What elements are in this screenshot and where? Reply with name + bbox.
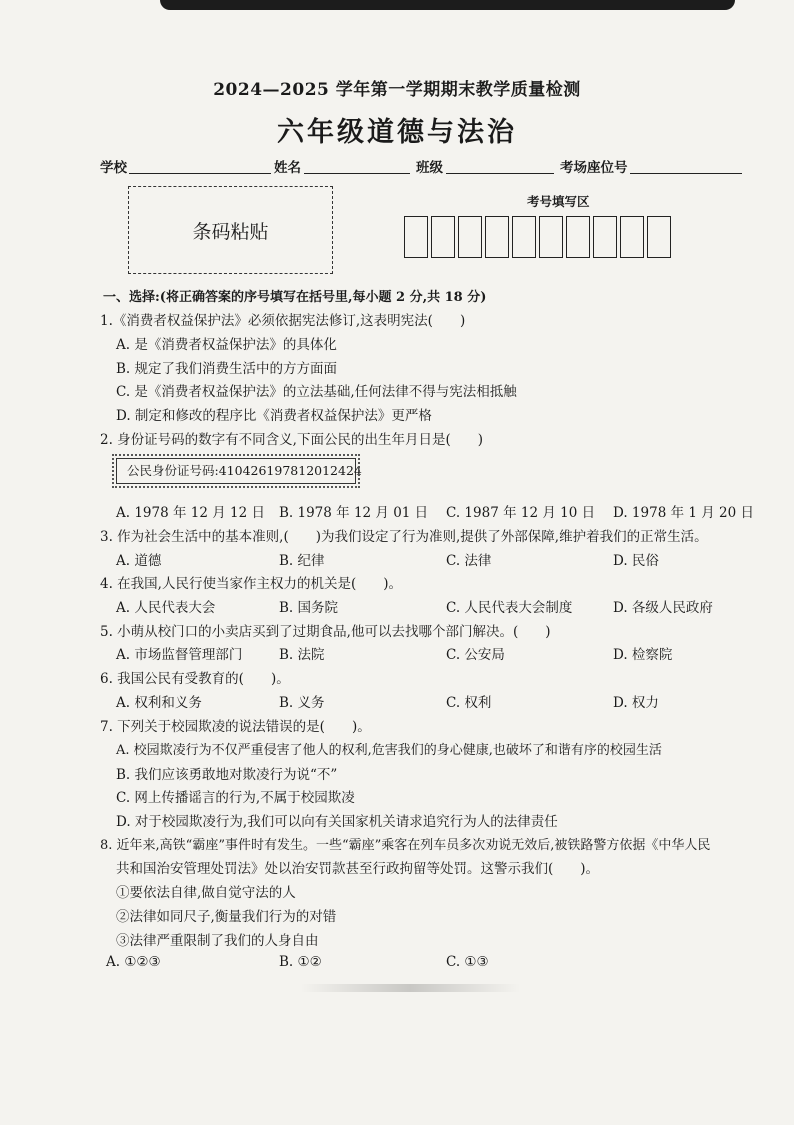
name-blank[interactable]: [304, 173, 410, 174]
exam-number-cell[interactable]: [620, 216, 644, 258]
q6-option-a: A. 权利和义务: [116, 695, 202, 711]
barcode-label: 条码粘贴: [192, 220, 269, 243]
id-card-number: 公民身份证号码:410426197812012424: [116, 458, 356, 484]
q1-option-b: B. 规定了我们消费生活中的方方面面: [116, 361, 338, 377]
question-3: 3. 作为社会生活中的基本准则,( )为我们设定了行为准则,提供了外部保障,维护着我们的正常生活。: [100, 529, 708, 545]
question-1: 1.《消费者权益保护法》必须依据宪法修订,这表明宪法( ): [100, 313, 466, 329]
q2-option-a: A. 1978 年 12 月 12 日: [116, 505, 266, 521]
q4-option-a: A. 人民代表大会: [116, 600, 216, 616]
q8-statement-1: ①要依法自律,做自觉守法的人: [116, 885, 296, 901]
q8-option-b: B. ①②: [279, 954, 322, 970]
class-blank[interactable]: [446, 173, 554, 174]
question-8-line-1: 8. 近年来,高铁“霸座”事件时有发生。一些“霸座”乘客在列车员多次劝说无效后,被铁路警方依据《中华人民: [100, 838, 711, 853]
exam-number-cell[interactable]: [458, 216, 482, 258]
seat-label: 考场座位号: [560, 160, 628, 176]
barcode-area: [128, 186, 333, 274]
question-7: 7. 下列关于校园欺凌的说法错误的是( )。: [100, 719, 371, 735]
scan-top-shadow: [160, 0, 735, 10]
q8-statement-2: ②法律如同尺子,衡量我们行为的对错: [116, 909, 337, 925]
q7-option-d: D. 对于校园欺凌行为,我们可以向有关国家机关请求追究行为人的法律责任: [116, 814, 558, 830]
question-5: 5. 小萌从校门口的小卖店买到了过期食品,他可以去找哪个部门解决。( ): [100, 624, 551, 640]
section-heading: 一、选择:(将正确答案的序号填写在括号里,每小题 2 分,共 18 分): [103, 290, 487, 305]
q8-option-a: A. ①②③: [106, 954, 161, 970]
q5-option-c: C. 公安局: [446, 647, 505, 663]
q6-option-b: B. 义务: [279, 695, 325, 711]
exam-number-cell[interactable]: [404, 216, 428, 258]
q3-option-a: A. 道德: [116, 553, 162, 569]
q3-option-b: B. 纪律: [279, 553, 325, 569]
student-info-row: [100, 156, 750, 178]
exam-number-cell[interactable]: [431, 216, 455, 258]
exam-number-cell[interactable]: [485, 216, 509, 258]
q3-option-c: C. 法律: [446, 553, 492, 569]
exam-number-cell[interactable]: [593, 216, 617, 258]
q3-option-d: D. 民俗: [613, 553, 659, 569]
question-8-line-2: 共和国治安管理处罚法》处以治安罚款甚至行政拘留等处罚。这警示我们( )。: [116, 861, 600, 877]
q4-option-d: D. 各级人民政府: [613, 600, 713, 616]
q6-option-c: C. 权利: [446, 695, 492, 711]
q2-option-b: B. 1978 年 12 月 01 日: [279, 505, 429, 521]
exam-number-cell[interactable]: [512, 216, 536, 258]
q1-option-d: D. 制定和修改的程序比《消费者权益保护法》更严格: [116, 408, 432, 424]
q6-option-d: D. 权力: [613, 695, 659, 711]
q1-option-c: C. 是《消费者权益保护法》的立法基础,任何法律不得与宪法相抵触: [116, 384, 517, 400]
q5-option-d: D. 检察院: [613, 647, 673, 663]
q1-option-a: A. 是《消费者权益保护法》的具体化: [116, 337, 337, 353]
q4-option-b: B. 国务院: [279, 600, 339, 616]
page-footer-blur: [300, 984, 520, 992]
exam-header: 2024—2025 学年第一学期期末教学质量检测: [213, 80, 581, 100]
school-blank[interactable]: [129, 173, 271, 174]
question-2: 2. 身份证号码的数字有不同含义,下面公民的出生年月日是( ): [100, 432, 483, 448]
q7-option-c: C. 网上传播谣言的行为,不属于校园欺凌: [116, 790, 355, 806]
exam-number-cell[interactable]: [647, 216, 671, 258]
q2-option-d: D. 1978 年 1 月 20 日: [613, 505, 755, 521]
q5-option-b: B. 法院: [279, 647, 325, 663]
seat-blank[interactable]: [630, 173, 742, 174]
q2-option-c: C. 1987 年 12 月 10 日: [446, 505, 596, 521]
q8-statement-3: ③法律严重限制了我们的人身自由: [116, 933, 319, 949]
class-label: 班级: [416, 160, 443, 176]
q7-option-b: B. 我们应该勇敢地对欺凌行为说“不”: [116, 767, 338, 783]
q7-option-a: A. 校园欺凌行为不仅严重侵害了他人的权利,危害我们的身心健康,也破坏了和谐有序的校园生活: [116, 743, 662, 758]
name-label: 姓名: [274, 160, 301, 176]
school-label: 学校: [100, 160, 127, 176]
exam-number-label: 考号填写区: [527, 194, 590, 209]
q4-option-c: C. 人民代表大会制度: [446, 600, 573, 616]
q8-option-c: C. ①③: [446, 954, 489, 970]
question-6: 6. 我国公民有受教育的( )。: [100, 671, 290, 687]
q5-option-a: A. 市场监督管理部门: [116, 647, 243, 663]
question-4: 4. 在我国,人民行使当家作主权力的机关是( )。: [100, 576, 402, 592]
exam-number-boxes: [404, 216, 671, 258]
exam-number-cell[interactable]: [566, 216, 590, 258]
exam-title: 六年级道德与法治: [277, 117, 517, 148]
exam-number-cell[interactable]: [539, 216, 563, 258]
